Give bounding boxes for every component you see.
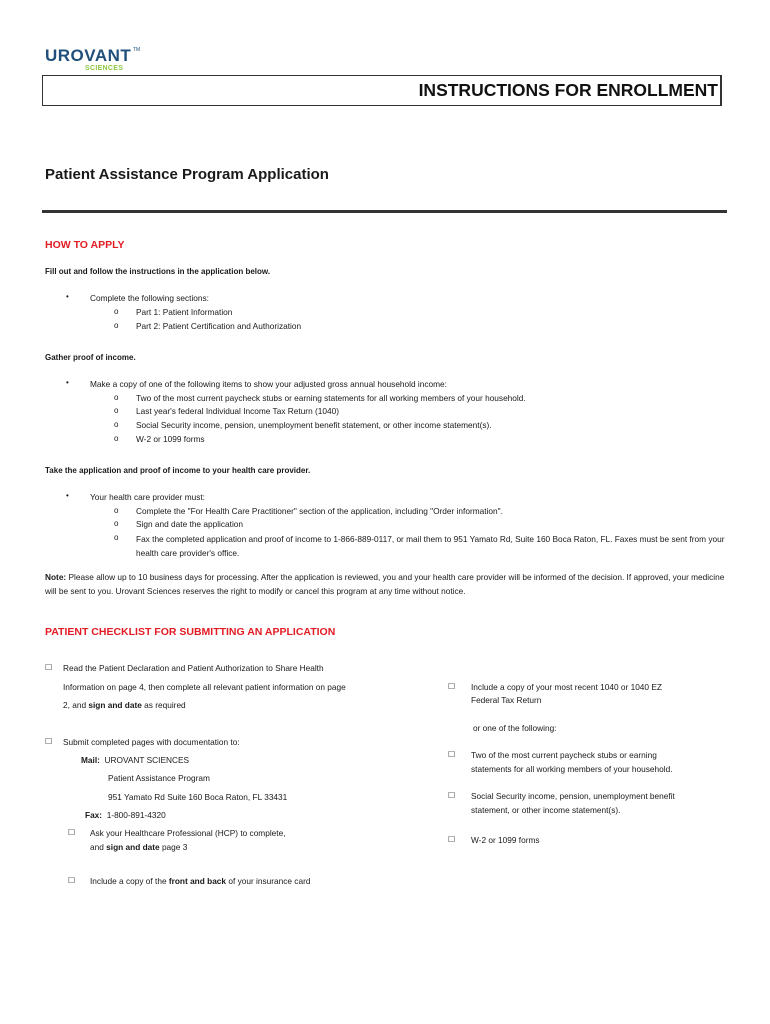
take-application-heading: Take the application and proof of income to your health care provider. (45, 466, 311, 475)
checklist-paystubs-cont: statements for all working members of your household. (471, 764, 673, 774)
divider-rule (42, 210, 727, 213)
text-fragment: of your insurance card (226, 876, 311, 886)
fax-line (85, 810, 166, 820)
sub-item-tax-return: Last year's federal Individual Income Tax Return (1040) (136, 406, 339, 416)
urovant-logo (45, 46, 145, 76)
text-fragment: and (90, 842, 107, 852)
checklist-ask-hcp: Ask your Healthcare Professional (HCP) to complete, (90, 828, 286, 838)
sub-bullet-icon: o (114, 506, 119, 515)
sub-bullet-icon: o (114, 321, 119, 330)
checkbox-icon[interactable]: ☐ (448, 682, 456, 691)
sub-bullet-icon: o (114, 434, 119, 443)
checklist-paystubs: Two of the most current paycheck stubs or earning (471, 750, 657, 760)
bold-fragment: sign and date (88, 700, 142, 710)
logo-wordmark: UROVANT (45, 46, 132, 65)
sub-item-part1: Part 1: Patient Information (136, 307, 233, 317)
sub-item-social-security: Social Security income, pension, unemployment benefit statement, or other income statement(s). (136, 420, 492, 430)
or-one-of-following: or one of the following: (473, 723, 557, 733)
checklist-social-security: Social Security income, pension, unemployment benefit (471, 791, 675, 801)
mail-program: Patient Assistance Program (108, 773, 210, 783)
checklist-submit-pages: Submit completed pages with documentation to: (63, 737, 240, 747)
mail-name: UROVANT SCIENCES (104, 755, 190, 765)
bold-fragment: sign and date (106, 842, 160, 852)
checkbox-icon[interactable]: ☐ (68, 876, 76, 885)
checklist-read-declaration: Read the Patient Declaration and Patient Authorization to Share Health (63, 663, 324, 673)
sub-item-fax-mail: Fax the completed application and proof of income to 1-866-889-0117, or mail them to 951 Yamato Rd, Suite 160 Boca Raton, FL. Faxes must be sent from your health care provider's office. (136, 534, 725, 558)
mail-label: Mail: (81, 755, 100, 765)
sub-bullet-icon: o (114, 533, 119, 542)
sub-item-hcp-section: Complete the "For Health Care Practitioner" section of the application, including "Order information". (136, 506, 503, 516)
text-fragment: page 3 (159, 842, 188, 852)
text-fragment: 2, and (63, 700, 89, 710)
checkbox-icon[interactable]: ☐ (45, 663, 53, 672)
checklist-insurance-card (90, 876, 310, 886)
fax-number: 1-800-891-4320 (106, 810, 166, 820)
checkbox-icon[interactable]: ☐ (448, 835, 456, 844)
text-fragment: Include a copy of the (90, 876, 169, 886)
header-box (42, 75, 722, 106)
checklist-ask-hcp-cont (90, 842, 187, 852)
sub-item-sign-date: Sign and date the application (136, 519, 244, 529)
bullet-complete-sections: Complete the following sections: (90, 293, 209, 303)
bullet-icon: • (66, 378, 69, 387)
checklist-w2: W-2 or 1099 forms (471, 835, 540, 845)
bullet-provider-must: Your health care provider must: (90, 492, 205, 502)
checklist-heading: PATIENT CHECKLIST FOR SUBMITTING AN APPLICATION (45, 626, 336, 638)
note-label: Note: (45, 572, 67, 582)
bullet-make-copy: Make a copy of one of the following items to show your adjusted gross annual household income: (90, 379, 447, 389)
note-paragraph (45, 570, 725, 598)
checkbox-icon[interactable]: ☐ (448, 750, 456, 759)
how-to-apply-heading: HOW TO APPLY (45, 239, 125, 251)
checklist-social-security-cont: statement, or other income statement(s). (471, 805, 621, 815)
mail-line (81, 755, 189, 765)
checklist-read-declaration-end (63, 700, 186, 710)
text-fragment: as required (141, 700, 186, 710)
checklist-read-declaration-cont: Information on page 4, then complete all relevant patient information on page (63, 682, 346, 692)
bullet-icon: • (66, 491, 69, 500)
sub-bullet-icon: o (114, 406, 119, 415)
bold-fragment: front and back (168, 876, 227, 886)
sub-bullet-icon: o (114, 420, 119, 429)
logo-subtext: SCIENCES (85, 65, 124, 72)
sub-bullet-icon: o (114, 307, 119, 316)
sub-item-w2: W-2 or 1099 forms (136, 434, 205, 444)
logo-trademark: TM (133, 47, 141, 53)
checkbox-icon[interactable]: ☐ (68, 828, 76, 837)
document-subtitle: Patient Assistance Program Application (45, 166, 329, 183)
fax-label: Fax: (85, 810, 103, 820)
page-title: INSTRUCTIONS FOR ENROLLMENT (418, 80, 718, 100)
sub-item-part2: Part 2: Patient Certification and Authorization (136, 321, 302, 331)
bullet-icon: • (66, 292, 69, 301)
checkbox-icon[interactable]: ☐ (448, 791, 456, 800)
checklist-tax-return: Include a copy of your most recent 1040 or 1040 EZ (471, 682, 662, 692)
checkbox-icon[interactable]: ☐ (45, 737, 53, 746)
sub-bullet-icon: o (114, 519, 119, 528)
checklist-tax-return-cont: Federal Tax Return (471, 695, 542, 705)
note-text: Please allow up to 10 business days for processing. After the application is reviewed, you and your health care provider will be informed of the decision. If approved, your medicine will be sent to you. Urovant Sciences reserves the right to modify or cancel this program at any time without notice. (45, 572, 725, 596)
sub-item-paystubs: Two of the most current paycheck stubs or earning statements for all working members of your household. (136, 393, 526, 403)
how-to-apply-intro: Fill out and follow the instructions in the application below. (45, 267, 271, 276)
gather-proof-heading: Gather proof of income. (45, 353, 136, 362)
sub-bullet-icon: o (114, 393, 119, 402)
mail-address: 951 Yamato Rd Suite 160 Boca Raton, FL 33431 (108, 792, 288, 802)
